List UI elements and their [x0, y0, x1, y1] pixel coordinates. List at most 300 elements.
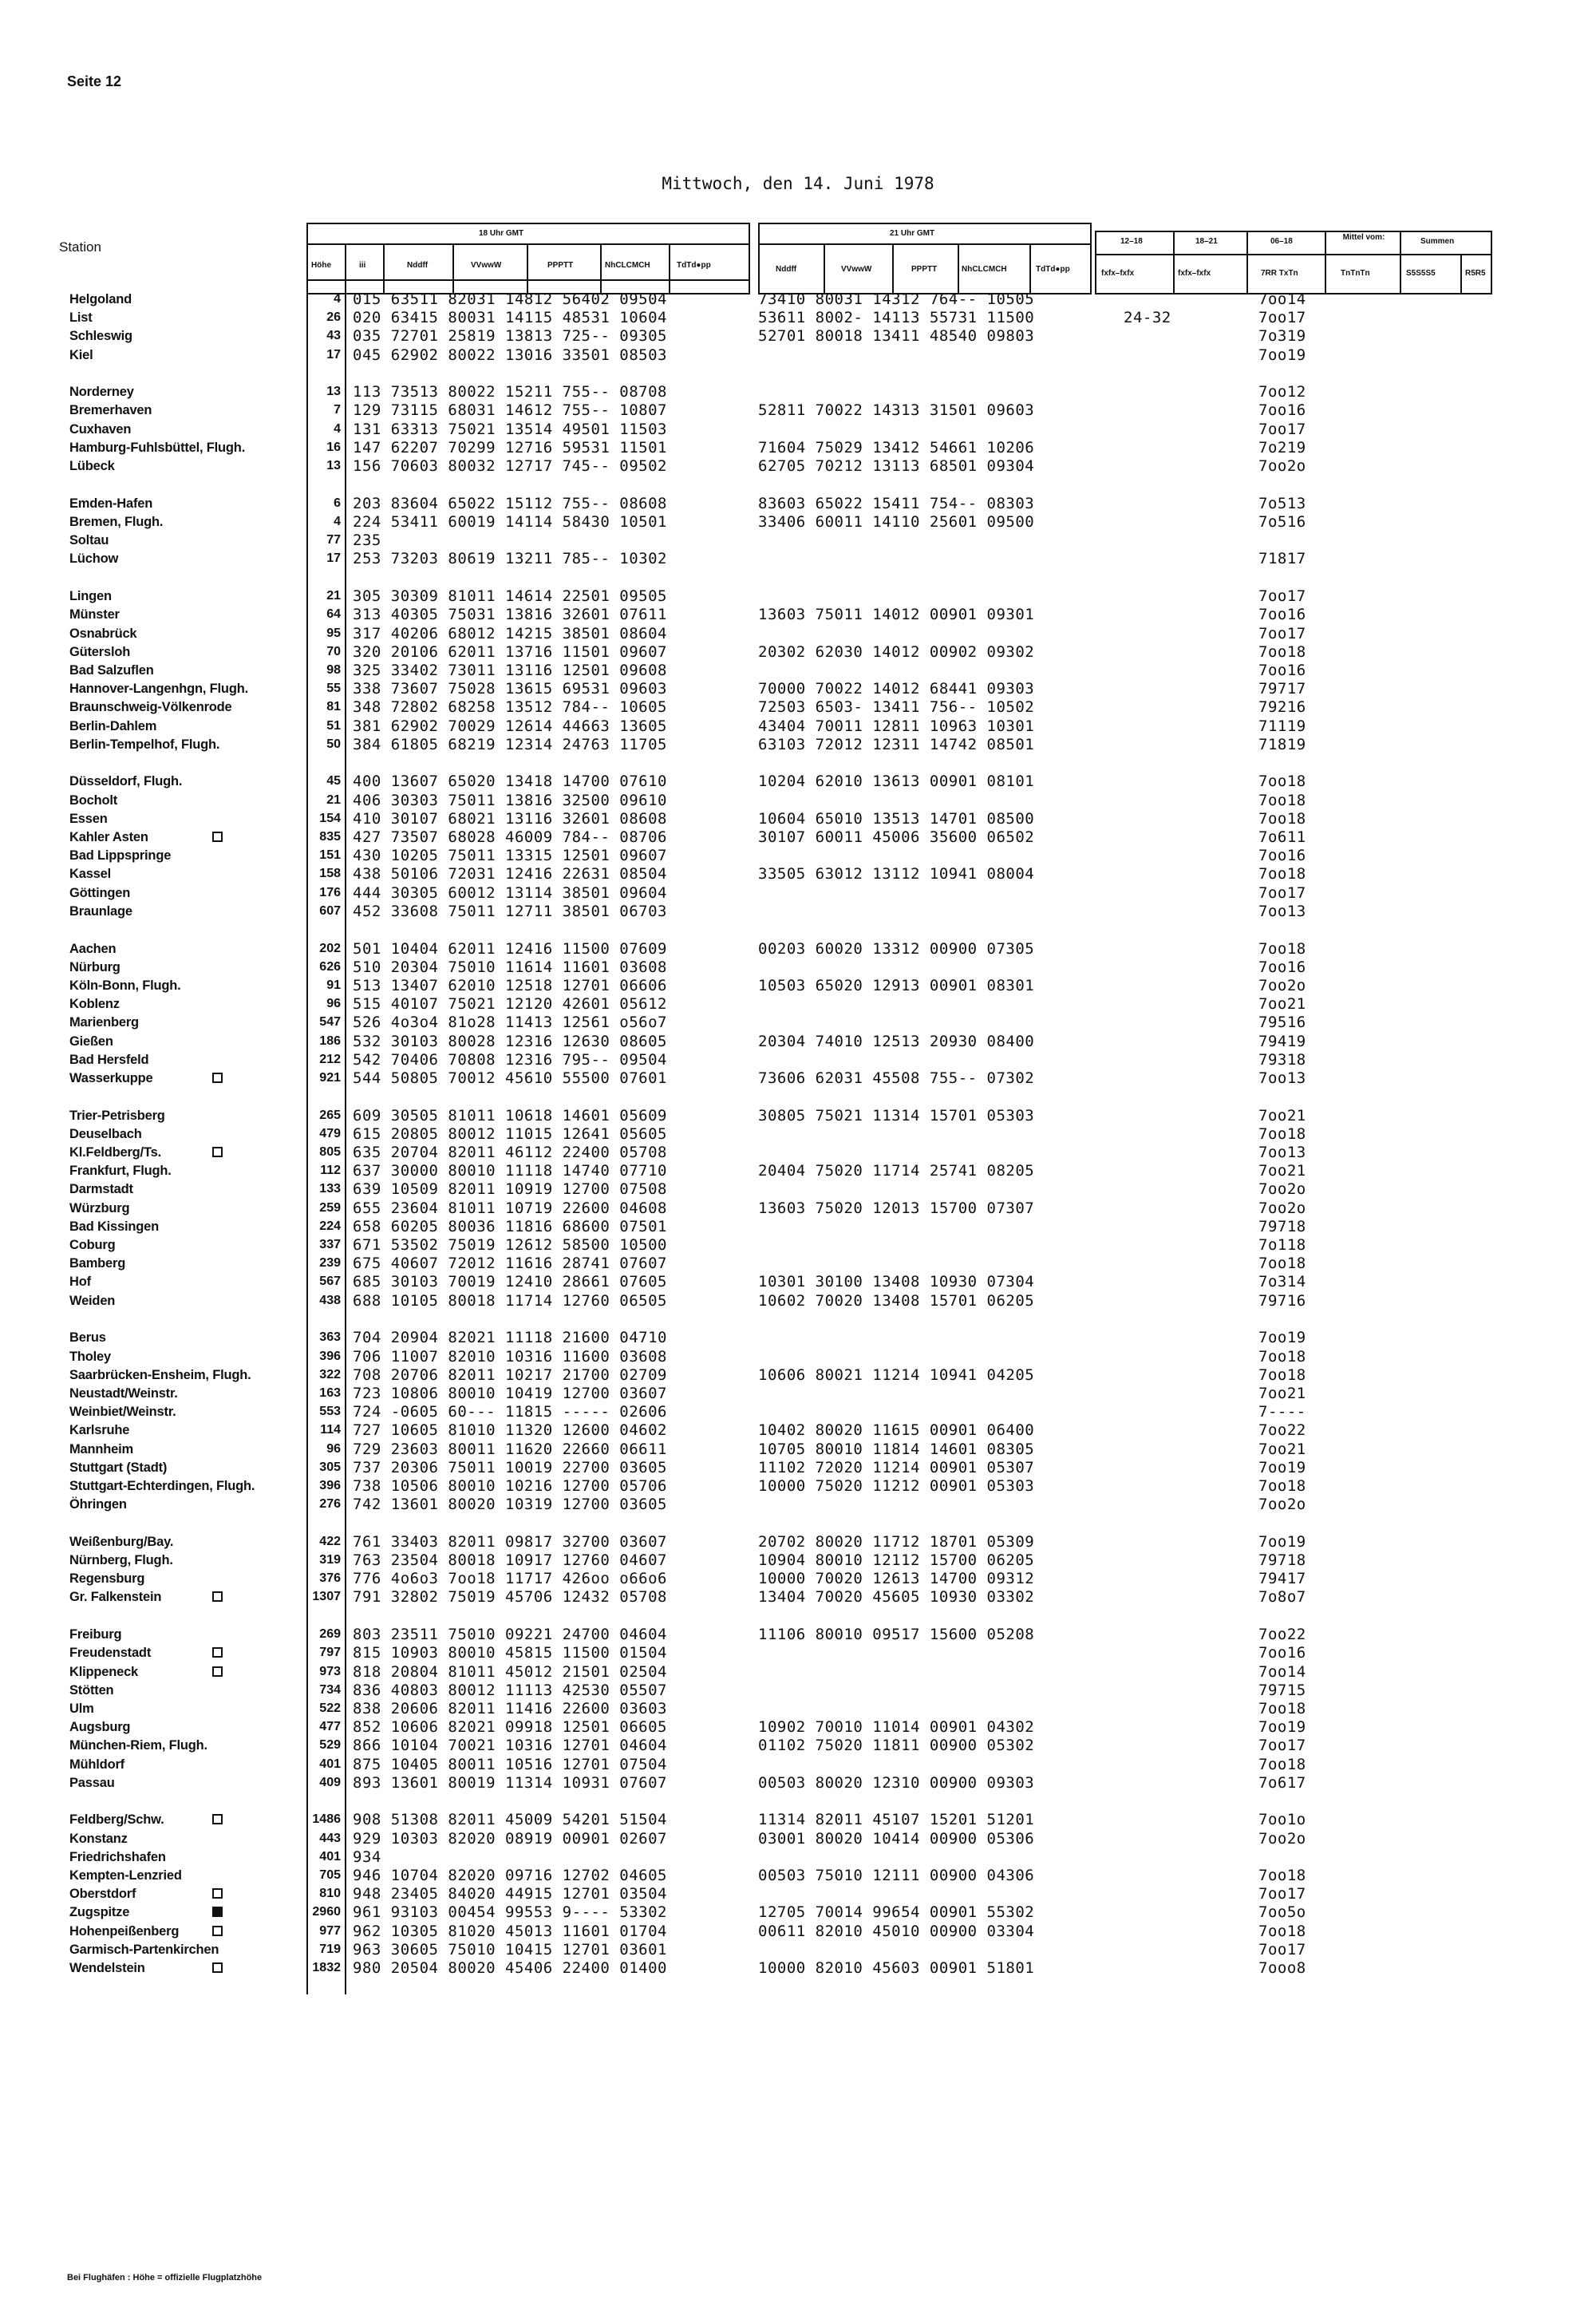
station-name: Aachen: [69, 942, 117, 956]
wind-extreme: 24-32: [1124, 309, 1171, 326]
header-extra-s5: S5S5S5: [1406, 269, 1436, 278]
obs-18-utc: 866 10104 70021 10316 12701 04604: [353, 1737, 667, 1754]
station-height: 55: [326, 682, 341, 695]
station-name: Lüchow: [69, 551, 119, 566]
station-height: 409: [319, 1776, 341, 1789]
station-name: Feldberg/Schw.: [69, 1812, 164, 1827]
obs-18-utc: 253 73203 80619 13211 785-- 10302: [353, 550, 667, 567]
obs-21-utc: 53611 8002- 14113 55731 11500: [758, 309, 1035, 326]
station-height: 186: [319, 1034, 341, 1048]
station-height: 401: [319, 1850, 341, 1864]
station-name: Kempten-Lenzried: [69, 1868, 182, 1883]
obs-18-utc: 685 30103 70019 12410 28661 07605: [353, 1273, 667, 1290]
obs-21-utc: 01102 75020 11811 00900 05302: [758, 1737, 1035, 1754]
daily-mean: 7oo16: [1258, 662, 1306, 679]
station-height: 553: [319, 1405, 341, 1418]
daily-mean: 7oo5o: [1258, 1903, 1306, 1921]
station-name: Weißenburg/Bay.: [69, 1535, 174, 1549]
station-height: 376: [319, 1571, 341, 1585]
station-name: Kahler Asten: [69, 830, 148, 844]
header-iii: iii: [359, 261, 366, 270]
station-height: 81: [326, 700, 341, 713]
header-extra-1821: 18–21: [1195, 237, 1218, 246]
daily-mean: 7oo2o: [1258, 1200, 1306, 1217]
station-height: 1307: [312, 1590, 341, 1603]
obs-18-utc: 655 23604 81011 10719 22600 04608: [353, 1200, 667, 1217]
obs-21-utc: 71604 75029 13412 54661 10206: [758, 439, 1035, 457]
station-height: 607: [319, 904, 341, 918]
station-name: Kl.Feldberg/Ts.: [69, 1145, 161, 1160]
obs-21-utc: 30805 75021 11314 15701 05303: [758, 1107, 1035, 1124]
table-row: [0, 865, 1596, 883]
obs-21-utc: 10402 80020 11615 00901 06400: [758, 1421, 1035, 1439]
table-row: [0, 1421, 1596, 1439]
table-row: [0, 1700, 1596, 1717]
station-name: Köln-Bonn, Flugh.: [69, 978, 181, 993]
daily-mean: 7oo18: [1258, 1125, 1306, 1143]
table-row: [0, 1125, 1596, 1143]
table-row: [0, 1162, 1596, 1180]
table-row: [0, 810, 1596, 828]
daily-mean: 7oo16: [1258, 1644, 1306, 1662]
obs-18-utc: 542 70406 70808 12316 795-- 09504: [353, 1051, 667, 1069]
station-name: Marienberg: [69, 1015, 139, 1030]
table-row: [0, 1644, 1596, 1662]
header-extra-tn: TnTnTn: [1341, 269, 1370, 278]
daily-mean: 7oo19: [1258, 346, 1306, 364]
station-name: Braunschweig-Völkenrode: [69, 700, 232, 714]
station-name: München-Riem, Flugh.: [69, 1738, 207, 1753]
table-row: [0, 1663, 1596, 1681]
obs-21-utc: 10000 70020 12613 14700 09312: [758, 1570, 1035, 1587]
header-21-title: 21 Uhr GMT: [890, 229, 935, 238]
station-height: 522: [319, 1702, 341, 1715]
station-name: Zugspitze: [69, 1905, 130, 1919]
daily-mean: 7oo2o: [1258, 1180, 1306, 1198]
footer-note: Bei Flughäfen : Höhe = offizielle Flugplatzhöhe: [67, 2273, 263, 2282]
station-height: 91: [326, 978, 341, 992]
daily-mean: 7o611: [1258, 828, 1306, 846]
obs-18-utc: 658 60205 80036 11816 68600 07501: [353, 1218, 667, 1235]
obs-18-utc: 313 40305 75031 13816 32601 07611: [353, 606, 667, 623]
obs-21-utc: 11106 80010 09517 15600 05208: [758, 1626, 1035, 1643]
daily-mean: 7oo1o: [1258, 1811, 1306, 1828]
table-row: [0, 495, 1596, 512]
obs-21-utc: 12705 70014 99654 00901 55302: [758, 1903, 1035, 1921]
station-name: Passau: [69, 1776, 115, 1790]
station-name: Stötten: [69, 1683, 114, 1698]
obs-21-utc: 13603 75020 12013 15700 07307: [758, 1200, 1035, 1217]
obs-21-utc: 00611 82010 45010 00900 03304: [758, 1923, 1035, 1940]
table-row: [0, 884, 1596, 902]
station-name: Trier-Petrisberg: [69, 1109, 165, 1123]
obs-18-utc: 513 13407 62010 12518 12701 06606: [353, 977, 667, 994]
station-height: 176: [319, 886, 341, 899]
square-icon: [212, 1888, 223, 1899]
obs-21-utc: 10602 70020 13408 15701 06205: [758, 1292, 1035, 1310]
daily-mean: 7oo19: [1258, 1533, 1306, 1551]
obs-18-utc: 305 30309 81011 14614 22501 09505: [353, 587, 667, 605]
obs-18-utc: 818 20804 81011 45012 21501 02504: [353, 1663, 667, 1681]
table-row: [0, 1180, 1596, 1198]
square-icon: [212, 1666, 223, 1677]
station-name: Berus: [69, 1330, 106, 1345]
station-name: Hannover-Langenhgn, Flugh.: [69, 682, 248, 696]
station-name: Coburg: [69, 1238, 116, 1252]
daily-mean: 7oo18: [1258, 1867, 1306, 1884]
obs-18-utc: 427 73507 68028 46009 784-- 08706: [353, 828, 667, 846]
header-21-col5: TdTd●pp: [1036, 265, 1070, 274]
station-name: Lingen: [69, 589, 112, 603]
station-height: 705: [319, 1868, 341, 1882]
station-height: 17: [326, 348, 341, 362]
station-height: 45: [326, 774, 341, 788]
header-extra-fx2: fxfx–fxfx: [1178, 269, 1211, 278]
obs-21-utc: 10000 75020 11212 00901 05303: [758, 1477, 1035, 1495]
table-row: [0, 513, 1596, 531]
table-row: [0, 1867, 1596, 1884]
station-height: 265: [319, 1109, 341, 1122]
obs-18-utc: 875 10405 80011 10516 12701 07504: [353, 1756, 667, 1773]
header-18-col1: Nddff: [407, 261, 429, 270]
station-height: 269: [319, 1627, 341, 1641]
station-height: 719: [319, 1943, 341, 1956]
station-height: 50: [326, 737, 341, 751]
station-name: Oberstdorf: [69, 1887, 136, 1901]
daily-mean: 79715: [1258, 1682, 1306, 1699]
table-row: [0, 1941, 1596, 1958]
station-name: Ulm: [69, 1702, 94, 1716]
square-icon: [212, 1591, 223, 1602]
table-row: [0, 1737, 1596, 1754]
square-icon: [212, 1073, 223, 1083]
obs-21-utc: 62705 70212 13113 68501 09304: [758, 457, 1035, 475]
obs-18-utc: 609 30505 81011 10618 14601 05609: [353, 1107, 667, 1124]
station-height: 259: [319, 1201, 341, 1215]
obs-21-utc: 10904 80010 12112 15700 06205: [758, 1551, 1035, 1569]
obs-21-utc: 10606 80021 11214 10941 04205: [758, 1366, 1035, 1384]
station-height: 337: [319, 1238, 341, 1251]
table-row: [0, 773, 1596, 790]
daily-mean: 7oo18: [1258, 810, 1306, 828]
obs-18-utc: 727 10605 81010 11320 12600 04602: [353, 1421, 667, 1439]
obs-18-utc: 803 23511 75010 09221 24700 04604: [353, 1626, 667, 1643]
daily-mean: 7oo17: [1258, 309, 1306, 326]
table-row: [0, 457, 1596, 475]
station-name: Karlsruhe: [69, 1423, 130, 1437]
header-18-col2: VVwwW: [471, 261, 502, 270]
obs-21-utc: 20304 74010 12513 20930 08400: [758, 1033, 1035, 1050]
station-height: 422: [319, 1535, 341, 1548]
daily-mean: 7oo18: [1258, 865, 1306, 883]
table-row: [0, 1403, 1596, 1421]
station-name: Cuxhaven: [69, 422, 132, 437]
station-name: Soltau: [69, 533, 109, 547]
obs-18-utc: 532 30103 80028 12316 12630 08605: [353, 1033, 667, 1050]
daily-mean: 7oo18: [1258, 940, 1306, 958]
station-height: 805: [319, 1145, 341, 1159]
obs-18-utc: 615 20805 80012 11015 12641 05605: [353, 1125, 667, 1143]
obs-21-utc: 00503 80020 12310 00900 09303: [758, 1774, 1035, 1792]
obs-18-utc: 671 53502 75019 12612 58500 10500: [353, 1236, 667, 1254]
obs-21-utc: 00503 75010 12111 00900 04306: [758, 1867, 1035, 1884]
station-name: Berlin-Tempelhof, Flugh.: [69, 737, 220, 752]
station-height: 96: [326, 1442, 341, 1456]
obs-18-utc: 452 33608 75011 12711 38501 06703: [353, 903, 667, 920]
obs-21-utc: 70000 70022 14012 68441 09303: [758, 680, 1035, 698]
header-18-title: 18 Uhr GMT: [479, 229, 524, 238]
station-name: Wasserkuppe: [69, 1071, 153, 1085]
station-height: 16: [326, 441, 341, 454]
obs-18-utc: 400 13607 65020 13418 14700 07610: [353, 773, 667, 790]
station-height: 810: [319, 1887, 341, 1900]
header-18-block: [306, 223, 750, 294]
obs-18-utc: 908 51308 82011 45009 54201 51504: [353, 1811, 667, 1828]
obs-21-utc: 33505 63012 13112 10941 08004: [758, 865, 1035, 883]
table-row: [0, 1236, 1596, 1254]
daily-mean: 7oo17: [1258, 884, 1306, 902]
obs-21-utc: 13404 70020 45605 10930 03302: [758, 1588, 1035, 1606]
daily-mean: 7o516: [1258, 513, 1306, 531]
table-row: [0, 1848, 1596, 1866]
station-height: 322: [319, 1368, 341, 1381]
station-name: Gießen: [69, 1034, 113, 1049]
table-row: [0, 1903, 1596, 1921]
daily-mean: 7oo17: [1258, 1941, 1306, 1958]
table-row: [0, 439, 1596, 457]
header-extra-1218: 12–18: [1120, 237, 1143, 246]
obs-18-utc: 838 20606 82011 11416 22600 03603: [353, 1700, 667, 1717]
daily-mean: 7ooo8: [1258, 1959, 1306, 1977]
station-height: 7: [334, 403, 341, 417]
station-height: 13: [326, 459, 341, 472]
table-row: [0, 1441, 1596, 1458]
obs-18-utc: 147 62207 70299 12716 59531 11501: [353, 439, 667, 457]
station-height: 363: [319, 1330, 341, 1344]
header-extra-summen: Summen: [1420, 237, 1455, 246]
station-name: Hof: [69, 1275, 91, 1289]
station-height: 1486: [312, 1812, 341, 1826]
daily-mean: 7o8o7: [1258, 1588, 1306, 1606]
station-name: Weinbiet/Weinstr.: [69, 1405, 176, 1419]
station-name: Stuttgart-Echterdingen, Flugh.: [69, 1479, 255, 1493]
obs-21-utc: 03001 80020 10414 00900 05306: [758, 1830, 1035, 1848]
station-name: Friedrichshafen: [69, 1850, 166, 1864]
station-height: 6: [334, 496, 341, 510]
obs-18-utc: 737 20306 75011 10019 22700 03605: [353, 1459, 667, 1476]
station-height: 70: [326, 645, 341, 658]
station-height: 443: [319, 1832, 341, 1845]
station-height: 17: [326, 551, 341, 565]
obs-21-utc: 63103 72012 12311 14742 08501: [758, 736, 1035, 753]
daily-mean: 7oo21: [1258, 995, 1306, 1013]
obs-21-utc: 20302 62030 14012 00902 09302: [758, 643, 1035, 661]
table-row: [0, 1496, 1596, 1513]
table-row: [0, 1033, 1596, 1050]
daily-mean: 79716: [1258, 1292, 1306, 1310]
station-height: 13: [326, 385, 341, 398]
table-row: [0, 1477, 1596, 1495]
daily-mean: 7oo2o: [1258, 1496, 1306, 1513]
header-18-col4: NhCLCMCH: [605, 261, 650, 270]
station-name: Berlin-Dahlem: [69, 719, 157, 733]
obs-18-utc: 526 4o3o4 81o28 11413 12561 o56o7: [353, 1014, 667, 1031]
table-row: [0, 327, 1596, 345]
obs-18-utc: 742 13601 80020 10319 12700 03605: [353, 1496, 667, 1513]
obs-21-utc: 10000 82010 45603 00901 51801: [758, 1959, 1035, 1977]
table-row: [0, 792, 1596, 809]
obs-21-utc: 73606 62031 45508 755-- 07302: [758, 1069, 1035, 1087]
daily-mean: 7oo17: [1258, 625, 1306, 642]
daily-mean: 7o617: [1258, 1774, 1306, 1792]
station-name: Regensburg: [69, 1571, 145, 1586]
obs-18-utc: 235: [353, 532, 381, 549]
obs-21-utc: 52701 80018 13411 48540 09803: [758, 327, 1035, 345]
table-row: [0, 995, 1596, 1013]
station-name: Mühldorf: [69, 1757, 124, 1772]
daily-mean: 7oo2o: [1258, 457, 1306, 475]
obs-18-utc: 961 93103 00454 99553 9---- 53302: [353, 1903, 667, 1921]
station-height: 734: [319, 1683, 341, 1697]
header-18-col3: PPPTT: [547, 261, 574, 270]
obs-18-utc: 501 10404 62011 12416 11500 07609: [353, 940, 667, 958]
obs-18-utc: 639 10509 82011 10919 12700 07508: [353, 1180, 667, 1198]
station-height: 96: [326, 997, 341, 1010]
station-height: 305: [319, 1460, 341, 1474]
daily-mean: 7o319: [1258, 327, 1306, 345]
station-height: 43: [326, 329, 341, 342]
header-hoehe: Höhe: [311, 261, 331, 270]
table-row: [0, 1144, 1596, 1161]
daily-mean: 7----: [1258, 1403, 1306, 1421]
table-row: [0, 1014, 1596, 1031]
daily-mean: 7oo16: [1258, 958, 1306, 976]
table-row: [0, 1051, 1596, 1069]
daily-mean: 7o314: [1258, 1273, 1306, 1290]
station-name: Freiburg: [69, 1627, 122, 1642]
station-name: Bremerhaven: [69, 403, 152, 417]
station-height: 396: [319, 1479, 341, 1492]
station-height: 921: [319, 1071, 341, 1085]
daily-mean: 7oo19: [1258, 1459, 1306, 1476]
table-row: [0, 977, 1596, 994]
square-icon: [212, 1647, 223, 1658]
header-21-col3: PPPTT: [911, 265, 938, 274]
obs-18-utc: 544 50805 70012 45610 55500 07601: [353, 1069, 667, 1087]
obs-18-utc: 131 63313 75021 13514 49501 11503: [353, 421, 667, 438]
station-height: 133: [319, 1182, 341, 1196]
obs-18-utc: 381 62902 70029 12614 44663 13605: [353, 717, 667, 735]
station-name: Göttingen: [69, 886, 131, 900]
station-height: 626: [319, 960, 341, 974]
station-name: Klippeneck: [69, 1665, 139, 1679]
table-row: [0, 1255, 1596, 1272]
header-21-col1: Nddff: [776, 265, 797, 274]
daily-mean: 7oo21: [1258, 1162, 1306, 1180]
daily-mean: 79718: [1258, 1551, 1306, 1569]
daily-mean: 7oo13: [1258, 1069, 1306, 1087]
station-height: 21: [326, 793, 341, 807]
table-row: [0, 1830, 1596, 1848]
obs-18-utc: 129 73115 68031 14612 755-- 10807: [353, 401, 667, 419]
obs-18-utc: 675 40607 72012 11616 28741 07607: [353, 1255, 667, 1272]
station-height: 112: [320, 1164, 341, 1177]
obs-18-utc: 035 72701 25819 13813 725-- 09305: [353, 327, 667, 345]
obs-18-utc: 020 63415 80031 14115 48531 10604: [353, 309, 667, 326]
obs-18-utc: 325 33402 73011 13116 12501 09608: [353, 662, 667, 679]
table-row: [0, 1292, 1596, 1310]
obs-18-utc: 934: [353, 1848, 381, 1866]
table-row: [0, 1774, 1596, 1792]
daily-mean: 7oo22: [1258, 1421, 1306, 1439]
station-name: Koblenz: [69, 997, 120, 1011]
station-name: Augsburg: [69, 1720, 131, 1734]
page-number: Seite 12: [67, 73, 122, 89]
station-name: Nürburg: [69, 960, 120, 974]
station-height: 835: [319, 830, 341, 844]
obs-18-utc: 203 83604 65022 15112 755-- 08608: [353, 495, 667, 512]
obs-18-utc: 444 30305 60012 13114 38501 09604: [353, 884, 667, 902]
obs-18-utc: 338 73607 75028 13615 69531 09603: [353, 680, 667, 698]
daily-mean: 7o219: [1258, 439, 1306, 457]
daily-mean: 79216: [1258, 698, 1306, 716]
station-height: 529: [319, 1738, 341, 1752]
station-name: Helgoland: [69, 292, 132, 306]
station-name: Düsseldorf, Flugh.: [69, 774, 183, 788]
header-extra-0618: 06–18: [1270, 237, 1293, 246]
daily-mean: 7oo18: [1258, 643, 1306, 661]
station-name: Stuttgart (Stadt): [69, 1460, 168, 1475]
obs-21-utc: 13603 75011 14012 00901 09301: [758, 606, 1035, 623]
table-row: [0, 532, 1596, 549]
station-name: Bad Hersfeld: [69, 1053, 149, 1067]
header-21-col2: VVwwW: [841, 265, 872, 274]
filled-square-icon: [212, 1907, 223, 1917]
daily-mean: 7oo16: [1258, 847, 1306, 864]
obs-21-utc: 20404 75020 11714 25741 08205: [758, 1162, 1035, 1180]
table-row: [0, 1626, 1596, 1643]
obs-18-utc: 761 33403 82011 09817 32700 03607: [353, 1533, 667, 1551]
daily-mean: 7oo18: [1258, 1477, 1306, 1495]
daily-mean: 7o513: [1258, 495, 1306, 512]
obs-18-utc: 729 23603 80011 11620 22660 06611: [353, 1441, 667, 1458]
table-row: [0, 625, 1596, 642]
station-name: Lübeck: [69, 459, 115, 473]
obs-21-utc: 10705 80010 11814 14601 08305: [758, 1441, 1035, 1458]
station-height: 4: [334, 422, 341, 436]
station-name: Wendelstein: [69, 1961, 145, 1975]
daily-mean: 7oo16: [1258, 606, 1306, 623]
obs-18-utc: 317 40206 68012 14215 38501 08604: [353, 625, 667, 642]
table-row: [0, 1348, 1596, 1366]
obs-18-utc: 515 40107 75021 12120 42601 05612: [353, 995, 667, 1013]
daily-mean: 79318: [1258, 1051, 1306, 1069]
station-height: 276: [319, 1497, 341, 1511]
table-row: [0, 680, 1596, 698]
obs-18-utc: 113 73513 80022 15211 755-- 08708: [353, 383, 667, 401]
daily-mean: 7oo17: [1258, 1885, 1306, 1903]
square-icon: [212, 1926, 223, 1936]
station-height: 977: [319, 1924, 341, 1938]
daily-mean: 7oo19: [1258, 1329, 1306, 1346]
obs-18-utc: 776 4o6o3 7oo18 11717 426oo o66o6: [353, 1570, 667, 1587]
daily-mean: 7o118: [1258, 1236, 1306, 1254]
obs-21-utc: 11102 72020 11214 00901 05307: [758, 1459, 1035, 1476]
obs-18-utc: 724 -0605 60--- 11815 ----- 02606: [353, 1403, 667, 1421]
table-row: [0, 1218, 1596, 1235]
station-name: Osnabrück: [69, 626, 137, 641]
obs-18-utc: 836 40803 80012 11113 42530 05507: [353, 1682, 667, 1699]
